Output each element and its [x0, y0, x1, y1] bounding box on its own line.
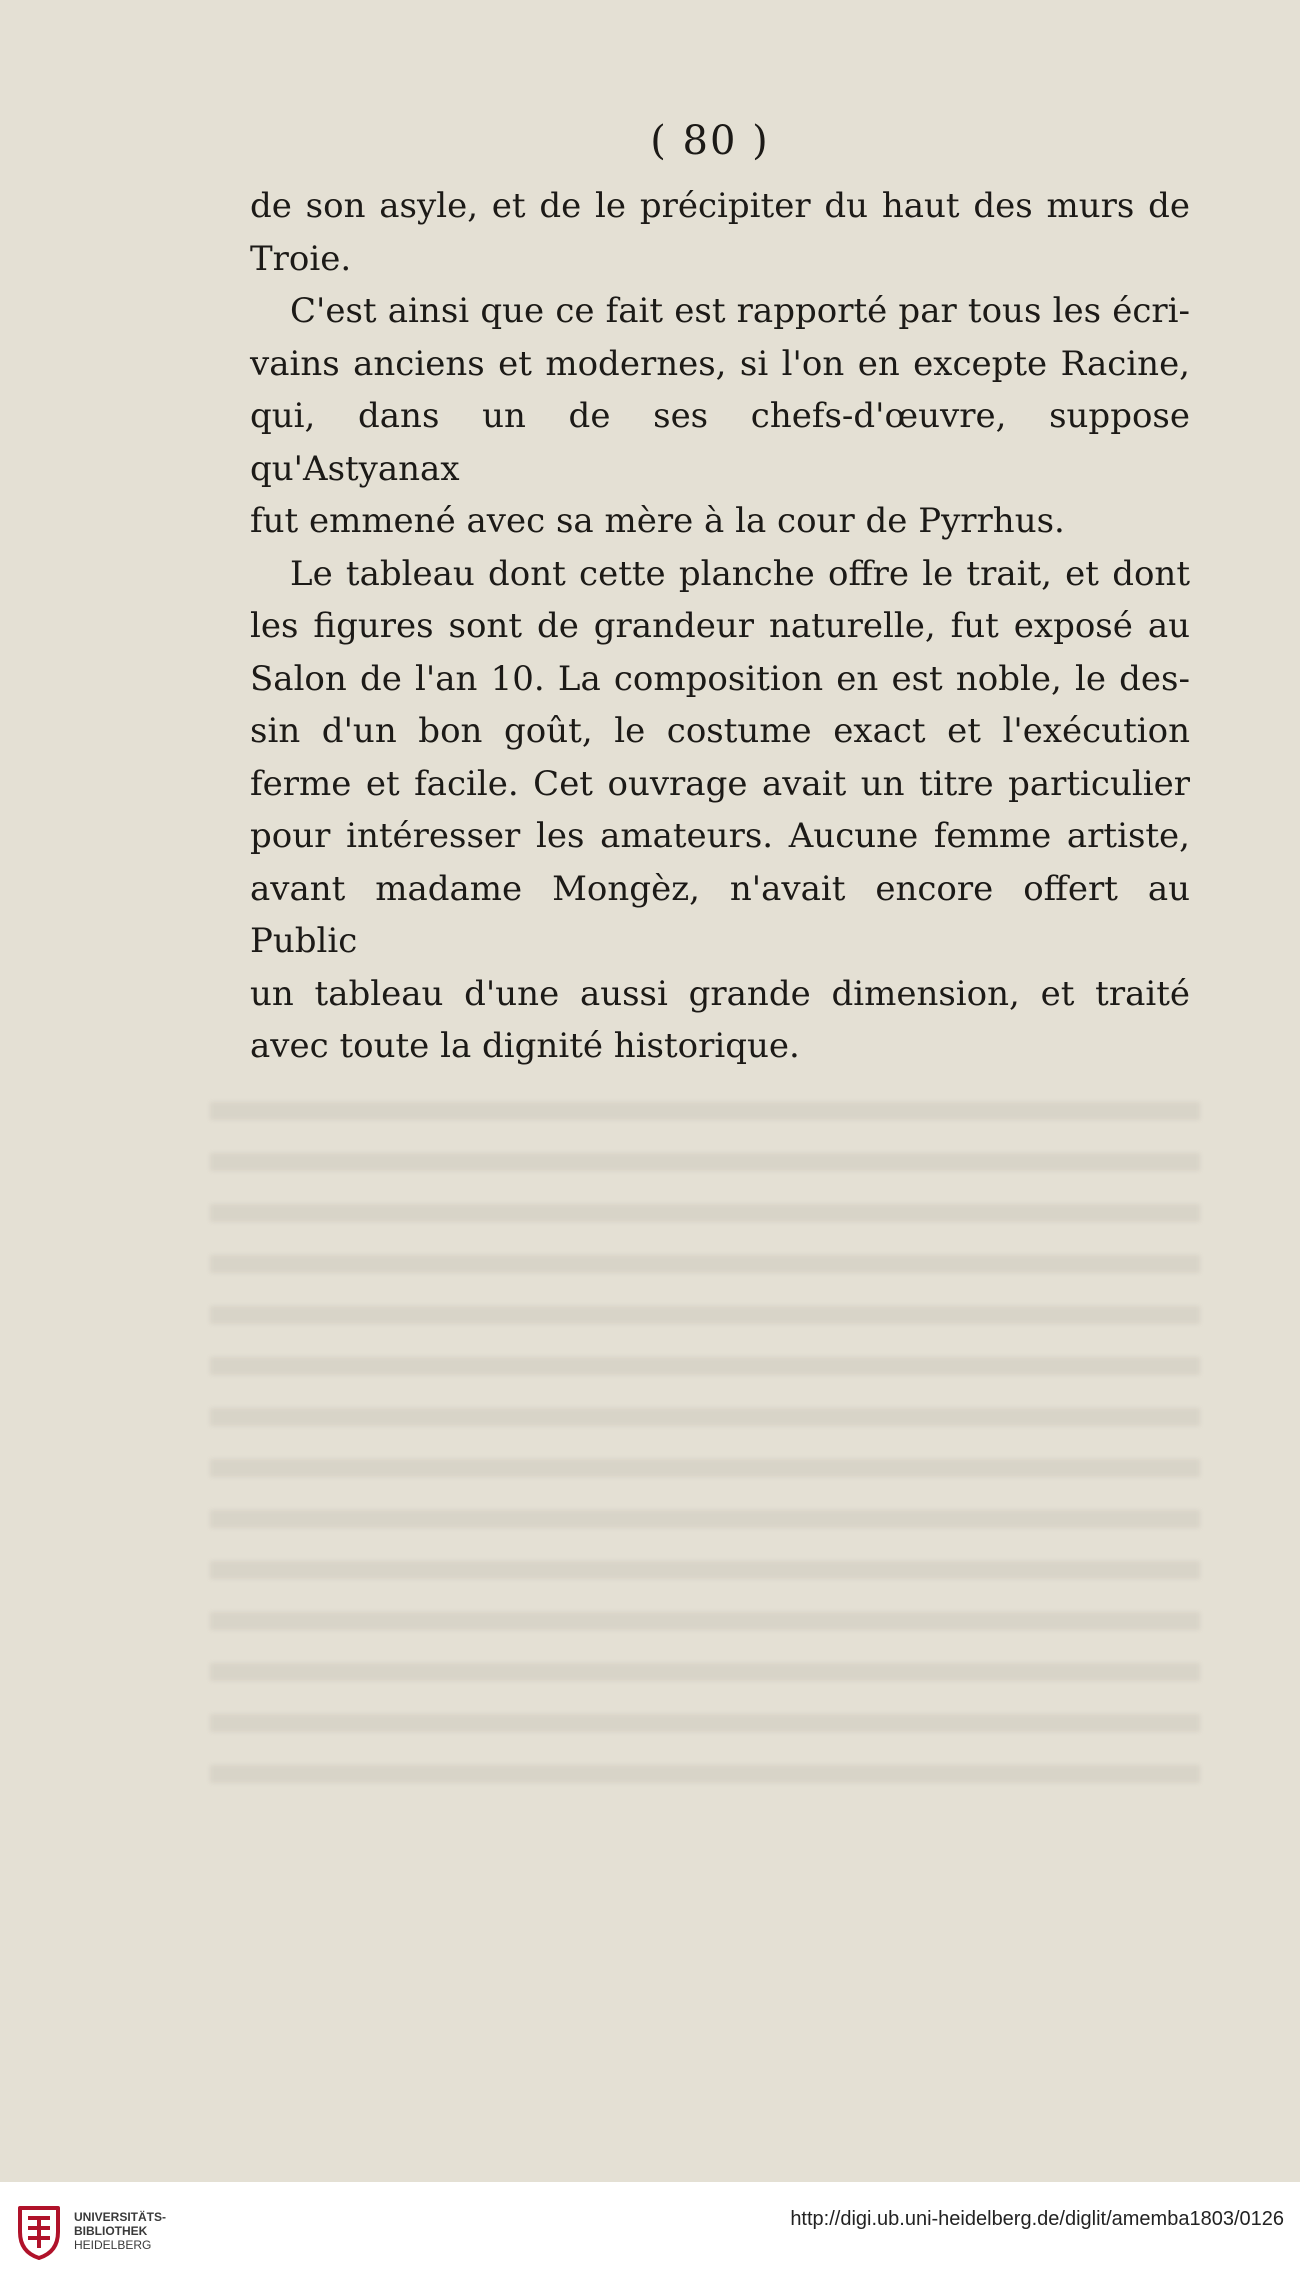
university-logo-icon [14, 2202, 64, 2262]
text-line: ferme et facile. Cet ouvrage avait un titre particulier [250, 763, 1190, 804]
text-line: avant madame Mongèz, n'avait encore offert au Public [250, 868, 1190, 961]
text-line: de son asyle, et de le précipiter du haut des murs de [250, 186, 1190, 226]
page-number: ( 80 ) [650, 118, 770, 164]
text-line: Salon de l'an 10. La composition en est noble, le des- [250, 658, 1190, 699]
text-line: pour intéresser les amateurs. Aucune femme artiste, [250, 816, 1190, 856]
text-line: avec toute la dignité historique. [250, 1026, 800, 1066]
body-text [250, 180, 1190, 1073]
show-through-texture [210, 1080, 1200, 1800]
text-line: les figures sont de grandeur naturelle, fut exposé au [250, 606, 1190, 646]
library-line: UNIVERSITÄTS- [74, 2210, 167, 2224]
text-line: qui, dans un de ses chefs-d'œuvre, suppose qu'Astyanax [250, 396, 1190, 489]
text-line: vains anciens et modernes, si l'on en excepte Racine, [250, 343, 1190, 384]
text-line: sin d'un bon goût, le costume exact et l'exécution [250, 711, 1190, 751]
paragraph-first-line: C'est ainsi que ce fait est rapporté par tous les écri- [290, 291, 1190, 331]
library-name [74, 2210, 166, 2252]
text-line: un tableau d'une aussi grande dimension, et traité [250, 973, 1190, 1014]
library-line: HEIDELBERG [74, 2238, 152, 2252]
text-line: fut emmené avec sa mère à la cour de Pyrrhus. [250, 501, 1065, 541]
text-line: Troie. [250, 238, 352, 279]
library-line: BIBLIOTHEK [74, 2224, 148, 2238]
footer-bar [0, 2182, 1300, 2279]
paragraph-first-line: Le tableau dont cette planche offre le trait, et dont [290, 553, 1190, 594]
permalink-url[interactable]: http://digi.ub.uni-heidelberg.de/diglit/amemba1803/0126 [790, 2208, 1284, 2230]
